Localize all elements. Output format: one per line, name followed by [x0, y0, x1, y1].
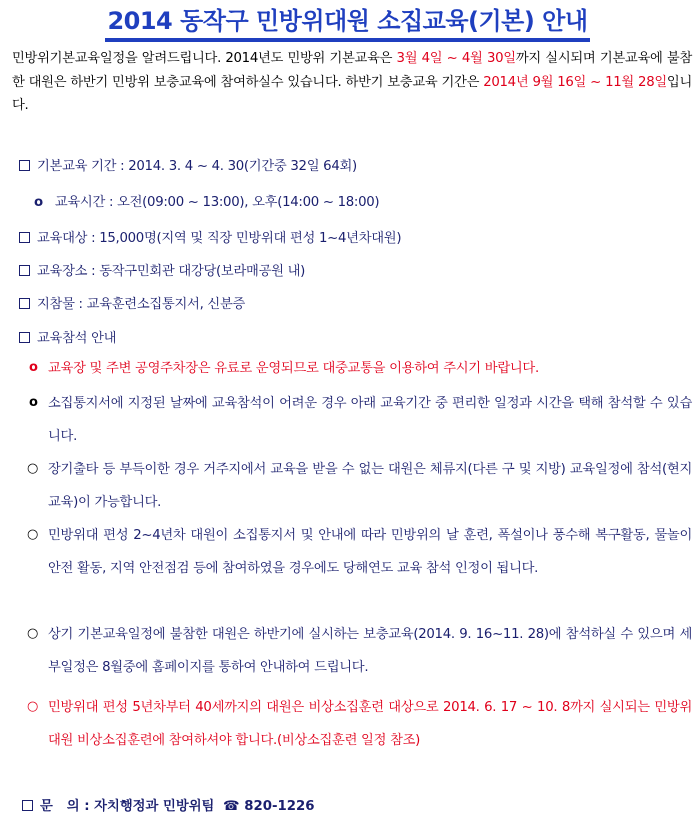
item-period-text: 기본교육 기간 : 2014. 3. 4 ~ 4. 30(기간중 32일 64회) — [37, 159, 357, 174]
page-title: 2014 동작구 민방위대원 소집교육(기본) 안내 — [105, 4, 589, 42]
circle-bullet-icon: ○ — [27, 461, 39, 476]
checkbox-square-icon — [19, 232, 30, 243]
item-target — [19, 227, 695, 246]
circle-bullet-icon: o — [29, 360, 38, 375]
note-schedule-choice: 소집통지서에 지정된 날짜에 교육참석이 어려운 경우 아래 교육기간 중 편리한 일정과 시간을 택해 참석할 수 있습니다. — [48, 396, 692, 444]
item-time-text: 교육시간 : 오전(09:00 ~ 13:00), 오후(14:00 ~ 18:00) — [54, 195, 380, 210]
circle-bullet-icon: ○ — [27, 527, 39, 542]
phone-icon: ☎ — [223, 799, 240, 814]
circle-bullet-icon: ○ — [27, 699, 39, 714]
note-recognition: 민방위대 편성 2~4년차 대원이 소집통지서 및 안내에 따라 민방위의 날 훈련, 폭설이나 풍수해 복구활동, 물놀이 안전 활동, 지역 안전점검 등에 참여하였을 경우에도 당해연도 교육 참석 인정이 됩니다. — [48, 528, 692, 576]
note-makeup-education: 상기 기본교육일정에 불참한 대원은 하반기에 실시하는 보충교육(2014. 9. 16~11. 28)에 참석하실 수 있으며 세부일정은 8월중에 홈페이지를 통하여 안내하여 드립니다. — [48, 627, 692, 675]
intro-text-2: 까지 실시되며 기본교육에 불참한 대원은 하반기 민방위 보충교육에 참여하실수 있습니다. 하반기 보충교육 기간은 — [12, 51, 692, 90]
intro-paragraph — [12, 47, 692, 118]
title-wrap — [0, 4, 695, 42]
checkbox-square-icon — [22, 800, 33, 811]
note-parking: 교육장 및 주변 공영주차장은 유료로 운영되므로 대중교통을 이용하여 주시기 바랍니다. — [48, 361, 539, 376]
note-emergency-drill: 민방위대 편성 5년차부터 40세까지의 대원은 비상소집훈련 대상으로 2014. 6. 17 ~ 10. 8까지 실시되는 민방위대원 비상소집훈련에 참여하셔야 합니다.(비상소집훈련 일정 참조) — [48, 700, 692, 748]
item-target-text: 교육대상 : 15,000명(지역 및 직장 민방위대 편성 1~4년차대원) — [37, 231, 402, 246]
contact-label: 문 의 : 자치행정과 민방위팀 — [40, 799, 215, 814]
makeup-period-highlight: 2014년 9월 16일 ~ 11월 28일 — [483, 74, 667, 90]
item-period — [19, 155, 695, 174]
checkbox-square-icon — [19, 298, 30, 309]
item-bring — [19, 293, 695, 312]
checkbox-square-icon — [19, 332, 30, 343]
item-bring-text: 지참물 : 교육훈련소집통지서, 신분증 — [37, 297, 246, 312]
item-guide — [19, 327, 695, 346]
contact-line — [22, 795, 315, 814]
checkbox-square-icon — [19, 160, 30, 171]
intro-text-1: 민방위기본교육일정을 알려드립니다. 2014년도 민방위 기본교육은 — [12, 51, 397, 66]
item-time — [34, 191, 695, 210]
checkbox-square-icon — [19, 265, 30, 276]
contact-phone: 820-1226 — [244, 799, 315, 814]
item-place — [19, 260, 695, 279]
intro-text-3: 입니다. — [12, 74, 692, 113]
basic-period-highlight: 3월 4일 ~ 4월 30일 — [396, 51, 516, 66]
circle-bullet-icon: o — [34, 195, 43, 210]
circle-bullet-icon: o — [29, 395, 38, 410]
item-place-text: 교육장소 : 동작구민회관 대강당(보라매공원 내) — [37, 264, 306, 279]
note-local-education: 장기출타 등 부득이한 경우 거주지에서 교육을 받을 수 없는 대원은 체류지(다른 구 및 지방) 교육일정에 참석(현지 교육)이 가능합니다. — [48, 462, 693, 510]
item-guide-text: 교육참석 안내 — [37, 331, 117, 346]
circle-bullet-icon: ○ — [27, 626, 39, 641]
